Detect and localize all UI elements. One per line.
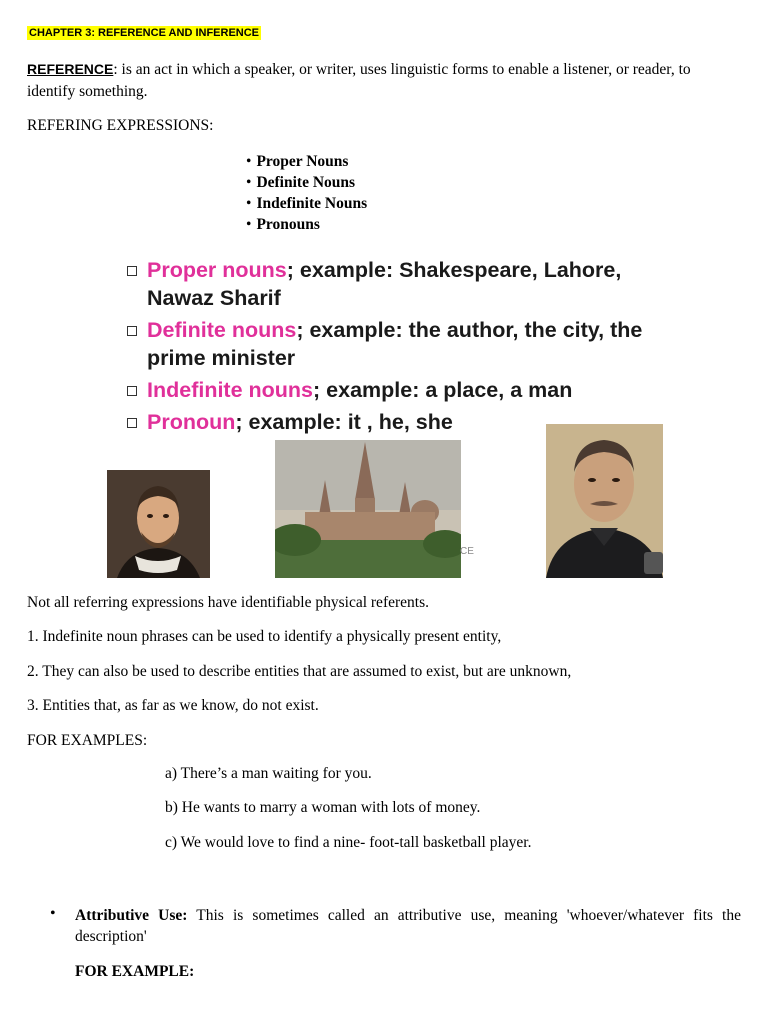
nawaz-sharif-photo [546,424,663,578]
slide-text [125,256,661,440]
portrait-illustration [107,470,210,578]
for-example-heading: FOR EXAMPLE: [75,963,195,980]
referring-expressions-heading: REFERING EXPRESSIONS: [27,117,214,134]
slide-term: Definite nouns [147,318,297,342]
chapter-heading: CHAPTER 3: REFERENCE AND INFERENCE [29,27,260,39]
slide-rest: ; example: a place, a man [313,378,573,402]
checkbox-bullet-icon [127,386,137,396]
attributive-term: Attributive Use: [75,907,188,924]
for-examples-heading: FOR EXAMPLES: [27,732,148,749]
lahore-building-photo [275,440,461,578]
checkbox-bullet-icon [127,418,137,428]
slide-item-definite [125,316,661,372]
list-item: • Proper Nouns [246,151,367,172]
slide-rest: ; example: Shakespeare, Lahore, Nawaz Sharif [147,258,622,310]
not-all-paragraph: Not all referring expressions have identifiable physical referents. [27,594,429,611]
slide-rest: ; example: the author, the city, the prime minister [147,318,643,370]
numbered-item-2: 2. They can also be used to describe entities that are assumed to exist, but are unknown, [27,663,572,680]
list-item: • Pronouns [246,214,367,235]
list-item: • Definite Nouns [246,172,367,193]
numbered-item-1: 1. Indefinite noun phrases can be used to identify a physically present entity, [27,628,502,645]
attributive-text: This is sometimes called an attributive use, meaning 'whoever/whatever fits the description' [75,907,741,945]
slide-term: Proper nouns [147,258,287,282]
list-item: • Indefinite Nouns [246,193,367,214]
bullet-icon: • [50,905,56,922]
slide-image [107,248,663,578]
slide-caption-fragment: CE [460,546,474,557]
reference-term: REFERENCE [27,61,114,77]
referring-expressions-list [246,151,367,235]
attributive-use-paragraph [75,905,741,947]
reference-colon: : [113,61,118,78]
checkbox-bullet-icon [127,266,137,276]
slide-item-indefinite [125,376,661,404]
portrait-illustration [546,424,663,578]
example-a: a) There’s a man waiting for you. [165,765,372,782]
reference-definition [27,58,742,103]
example-b: b) He wants to marry a woman with lots of money. [165,799,481,816]
slide-term: Indefinite nouns [147,378,314,402]
example-c: c) We would love to find a nine- foot-tall basketball player. [165,834,532,851]
numbered-item-3: 3. Entities that, as far as we know, do not exist. [27,697,319,714]
reference-text: is an act in which a speaker, or writer, uses linguistic forms to enable a listener, or reader, to identify something. [27,61,691,100]
shakespeare-portrait [107,470,210,578]
checkbox-bullet-icon [127,326,137,336]
slide-rest: ; example: it , he, she [235,410,453,434]
slide-term: Pronoun [147,410,236,434]
building-illustration [275,440,461,578]
slide-item-proper [125,256,661,312]
